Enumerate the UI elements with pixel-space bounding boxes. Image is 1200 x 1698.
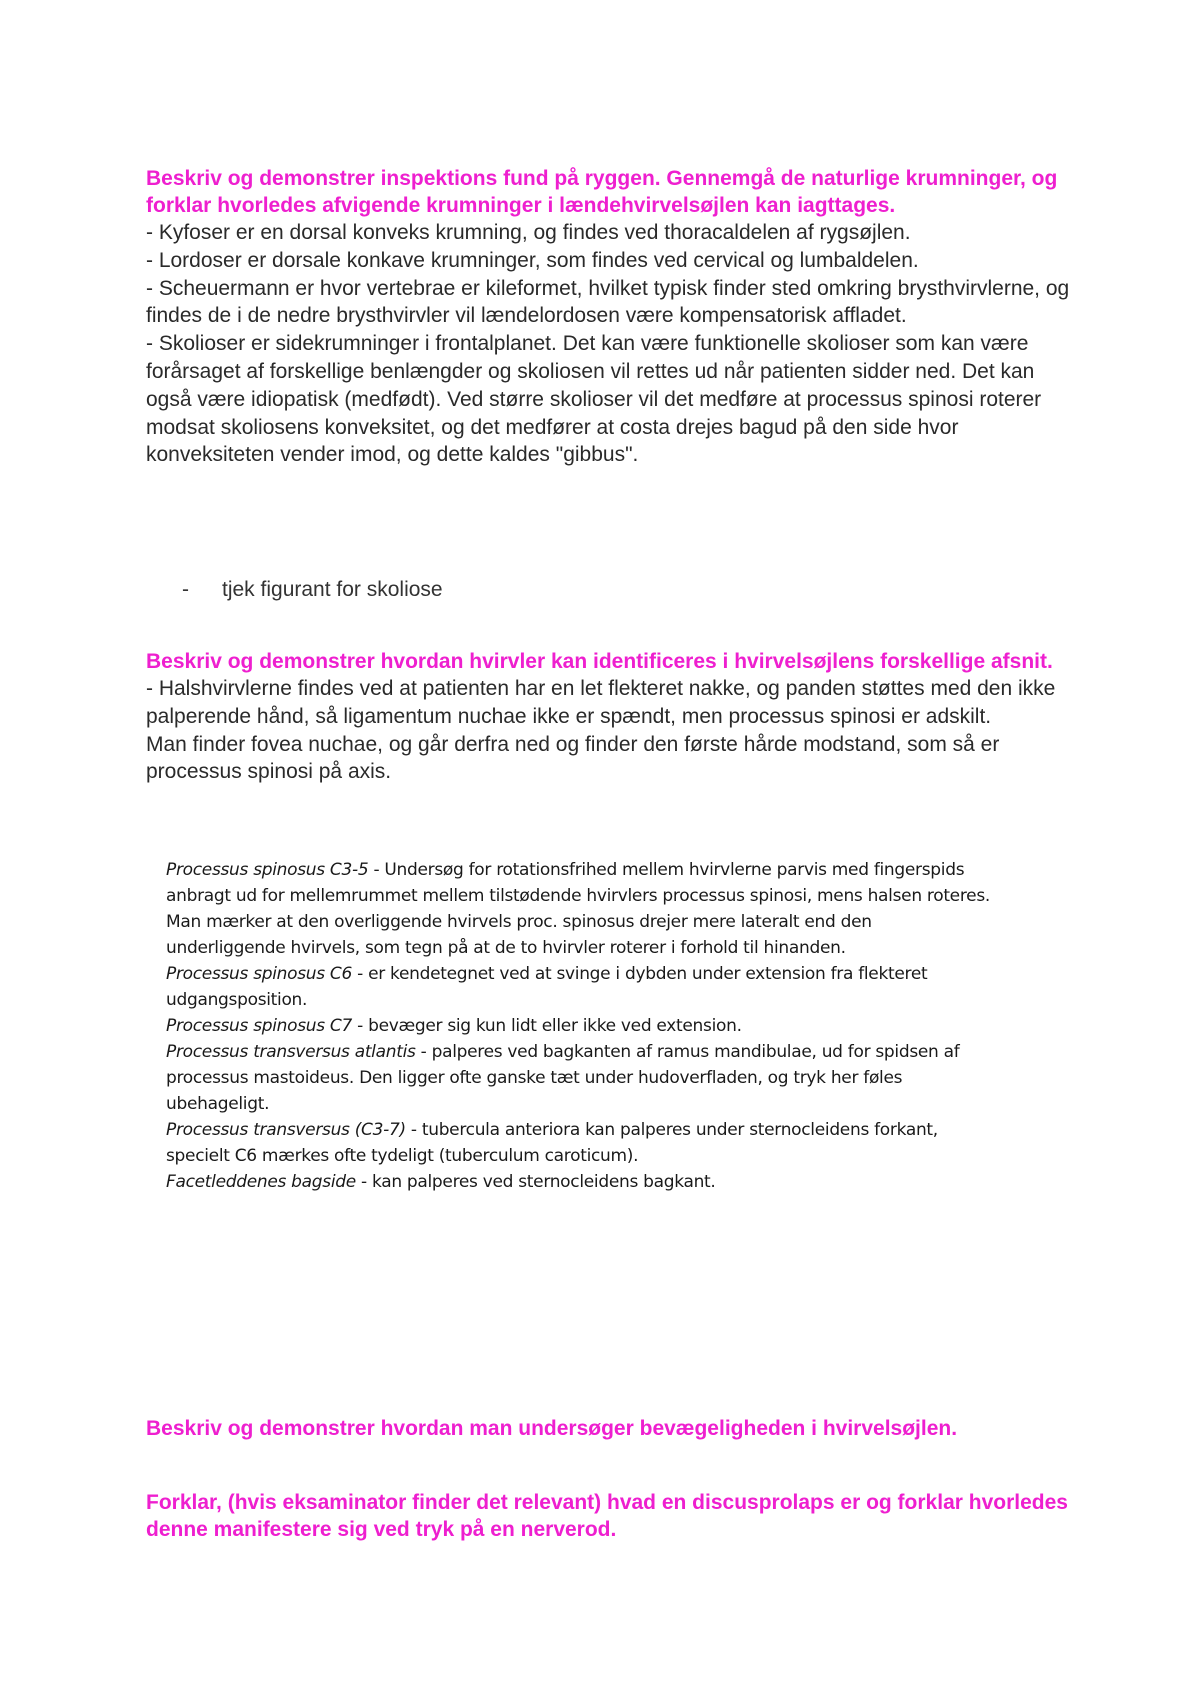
image-text-term: Processus spinosus C3-5 bbox=[166, 860, 369, 880]
section-inspection bbox=[146, 165, 1076, 469]
image-text-desc: - palperes ved bagkanten af ramus mandibulae, ud for spidsen af processus mastoideus. Den ligger ofte ganske tæt under hudoverfladen, og tryk her føles ubehageligt. bbox=[166, 1042, 960, 1114]
image-text-entry bbox=[166, 1169, 996, 1195]
image-crop-remnant bbox=[166, 845, 666, 851]
image-text-entry bbox=[166, 961, 996, 1013]
section-heading: Beskriv og demonstrer hvordan hvirvler kan identificeres i hvirvelsøjlens forskellige afsnit. bbox=[146, 650, 1053, 673]
image-text-term: Processus spinosus C6 bbox=[166, 964, 353, 984]
section-heading: Beskriv og demonstrer inspektions fund på ryggen. Gennemgå de naturlige krumninger, og forklar hvorledes afvigende krumninger i lændehvirvelsøjlen kan iagttages. bbox=[146, 167, 1058, 217]
section-mobility bbox=[146, 1415, 1076, 1442]
paragraph-line: - Halshvirvlerne findes ved at patienten har en let flekteret nakke, og panden støttes med den ikke palperende hånd, så ligamentum nuchae ikke er spændt, men processus spinosi er adskilt. bbox=[146, 677, 1056, 728]
image-text-desc: - tubercula anteriora kan palperes under sternocleidens forkant, specielt C6 mærkes ofte tydeligt (tuberculum caroticum). bbox=[166, 1120, 938, 1166]
bullet-dash: - bbox=[182, 578, 189, 601]
image-text-term: Facetleddenes bagside bbox=[166, 1172, 356, 1192]
image-text-desc: - bevæger sig kun lidt eller ikke ved extension. bbox=[352, 1016, 742, 1036]
image-text-entry bbox=[166, 1039, 996, 1117]
image-text-desc: - er kendetegnet ved at svinge i dybden under extension fra flekteret udgangsposition. bbox=[166, 964, 928, 1010]
section-heading: Beskriv og demonstrer hvordan man undersøger bevægeligheden i hvirvelsøjlen. bbox=[146, 1417, 958, 1440]
section-identification bbox=[146, 648, 1076, 786]
image-text-term: Processus transversus (C3-7) bbox=[166, 1120, 406, 1140]
pasted-image-text bbox=[166, 857, 996, 1195]
section-disc-prolapse bbox=[146, 1489, 1076, 1543]
paragraph-line: - Scheuermann er hvor vertebrae er kileformet, hvilket typisk finder sted omkring brysthvirvlerne, og findes de i de nedre brysthvirvler vil lændelordosen være kompensatorisk affladet. bbox=[146, 276, 1070, 328]
paragraph-line: - Skolioser er sidekrumninger i frontalplanet. Det kan være funktionelle skolioser som kan være forårsaget af forskellige benlængder og skoliosen vil rettes ud når patienten sidder ned. Det kan også være idiopatisk (medfødt). Ved større skolioser vil det medføre at processus spinosi roterer modsat skoliosens konveksitet, og det medfører at costa drejes bagud på den side hvor konveksiteten vender imod, og dette kaldes "gibbus". bbox=[146, 332, 1042, 467]
image-text-desc: - kan palperes ved sternocleidens bagkant. bbox=[355, 1172, 716, 1192]
paragraph-line: - Kyfoser er en dorsal konveks krumning, og findes ved thoracaldelen af rygsøjlen. bbox=[146, 221, 911, 244]
section-heading: Forklar, (hvis eksaminator finder det relevant) hvad en discusprolaps er og forklar hvorledes denne manifestere sig ved tryk på en nerverod. bbox=[146, 1491, 1068, 1541]
image-text-term: Processus spinosus C7 bbox=[166, 1016, 353, 1036]
image-text-desc: - Undersøg for rotationsfrihed mellem hvirvlerne parvis med fingerspids anbragt ud for mellemrummet mellem tilstødende hvirvlers processus spinosi, mens halsen roteres. Man mærker at den overliggende hvirvels proc. spinosus drejer mere lateralt end den underliggende hvirvels, som tegn på at de to hvirvler roterer i forhold til hinanden. bbox=[166, 860, 990, 958]
paragraph-line: Man finder fovea nuchae, og går derfra ned og finder den første hårde modstand, som så er processus spinosi på axis. bbox=[146, 732, 1000, 784]
bullet-text: tjek figurant for skoliose bbox=[222, 578, 443, 601]
image-text-entry bbox=[166, 1013, 996, 1039]
image-text-term: Processus transversus atlantis bbox=[166, 1042, 416, 1062]
bullet-item bbox=[182, 578, 443, 602]
image-text-entry bbox=[166, 1117, 996, 1169]
image-text-entry bbox=[166, 857, 996, 961]
paragraph-line: - Lordoser er dorsale konkave krumninger, som findes ved cervical og lumbaldelen. bbox=[146, 248, 919, 272]
